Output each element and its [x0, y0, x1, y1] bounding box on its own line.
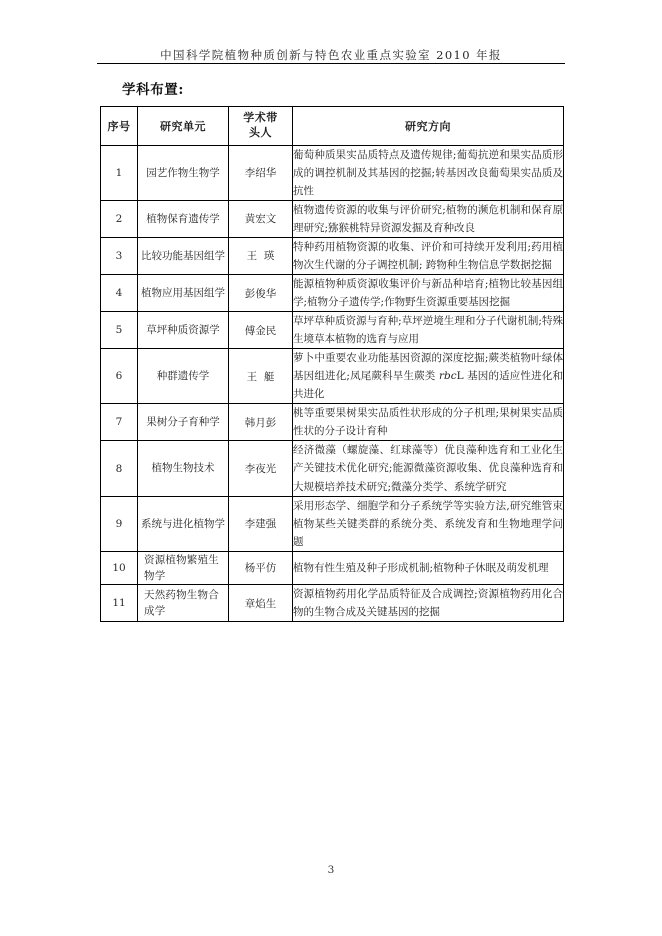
section-heading: 学科布置:: [122, 82, 184, 98]
gene-name-italic: rbc: [439, 370, 457, 383]
column-header-no: 序号: [101, 107, 138, 146]
column-header-leader-line2: 头人: [249, 125, 272, 139]
cell-serial-number: 10: [101, 551, 138, 585]
table-body: [101, 145, 564, 622]
cell-research-unit: 园艺作物生物学: [138, 145, 229, 200]
cell-research-direction: 特种药用植物资源的收集、评价和可持续开发利用;药用植物次生代谢的分子调控机制; 跨物种生物信息学数据挖掘: [293, 237, 564, 274]
cell-research-direction: 植物有性生殖及种子形成机制;植物种子休眠及萌发机理: [293, 551, 564, 585]
cell-serial-number: 7: [101, 404, 138, 441]
cell-academic-leader: 杨平仿: [229, 551, 293, 585]
cell-research-direction: 经济微藻（螺旋藻、红球藻等）优良藻种选育和工业化生产关键技术优化研究;能源微藻资源收集、优良藻种选育和大规模培养技术研究;微藻分类学、系统学研究: [293, 441, 564, 496]
cell-research-unit: 资源植物繁殖生物学: [138, 551, 229, 585]
cell-research-unit: 天然药物生物合成学: [138, 585, 229, 622]
cell-research-direction: 资源植物药用化学品质特征及合成调控;资源植物药用化合物的生物合成及关键基因的挖掘: [293, 585, 564, 622]
cell-research-unit: 系统与进化植物学: [138, 496, 229, 551]
cell-academic-leader: 彭俊华: [229, 275, 293, 312]
cell-research-direction: 萝卜中重要农业功能基因资源的深度挖掘;蕨类植物叶绿体基因组进化;凤尾蕨科旱生蕨类 rbcL 基因的适应性进化和共进化: [293, 349, 564, 404]
cell-research-direction: 植物遗传资源的收集与评价研究;植物的濒危机制和保育原理研究;猕猴桃特异资源发掘及育种改良: [293, 200, 564, 237]
cell-research-direction: 草坪草种质资源与育种;草坪逆境生理和分子代谢机制;特殊生境草本植物的选育与应用: [293, 312, 564, 349]
column-header-unit: 研究单元: [138, 107, 229, 146]
cell-serial-number: 1: [101, 145, 138, 200]
cell-research-unit: 植物应用基因组学: [138, 275, 229, 312]
cell-research-unit: 种群遗传学: [138, 349, 229, 404]
table-header-row: [101, 107, 564, 146]
table-row: [101, 349, 564, 404]
table-row: [101, 551, 564, 585]
cell-serial-number: 6: [101, 349, 138, 404]
cell-research-unit: 比较功能基因组学: [138, 237, 229, 274]
running-header: [97, 44, 565, 63]
table-row: [101, 441, 564, 496]
cell-research-unit: 果树分子育种学: [138, 404, 229, 441]
cell-academic-leader: 王 瑛: [229, 237, 293, 274]
table-row: [101, 496, 564, 551]
cell-academic-leader: 韩月彭: [229, 404, 293, 441]
cell-serial-number: 9: [101, 496, 138, 551]
cell-academic-leader: 傅金民: [229, 312, 293, 349]
cell-serial-number: 4: [101, 275, 138, 312]
cell-serial-number: 5: [101, 312, 138, 349]
cell-research-direction: 桃等重要果树果实品质性状形成的分子机理;果树果实品质性状的分子设计育种: [293, 404, 564, 441]
table-row: [101, 237, 564, 274]
column-header-direction: 研究方向: [293, 107, 564, 146]
cell-serial-number: 8: [101, 441, 138, 496]
cell-academic-leader: 李绍华: [229, 145, 293, 200]
table-row: [101, 404, 564, 441]
table-row: [101, 312, 564, 349]
cell-research-direction: 采用形态学、细胞学和分子系统学等实验方法,研究维管束植物某些关键类群的系统分类、系统发育和生物地理学问题: [293, 496, 564, 551]
column-header-leader: [229, 107, 293, 146]
table-row: [101, 200, 564, 237]
cell-academic-leader: 黄宏文: [229, 200, 293, 237]
table-row: [101, 275, 564, 312]
cell-research-direction: 葡萄种质果实品质特点及遗传规律;葡萄抗逆和果实品质形成的调控机制及其基因的挖掘;转基因改良葡萄果实品质及抗性: [293, 145, 564, 200]
page-number: 3: [327, 864, 335, 876]
header-rule-line: [97, 63, 565, 64]
cell-academic-leader: 章焰生: [229, 585, 293, 622]
table-row: [101, 585, 564, 622]
disciplines-table: [100, 106, 564, 622]
cell-serial-number: 3: [101, 237, 138, 274]
cell-academic-leader: 王 艇: [229, 349, 293, 404]
table-row: [101, 145, 564, 200]
running-header-text: 中国科学院植物种质创新与特色农业重点实验室 2010 年报: [160, 48, 502, 62]
cell-research-unit: 植物生物技术: [138, 441, 229, 496]
cell-academic-leader: 李夜光: [229, 441, 293, 496]
cell-academic-leader: 李建强: [229, 496, 293, 551]
cell-serial-number: 11: [101, 585, 138, 622]
cell-research-direction: 能源植物种质资源收集评价与新品种培育;植物比较基因组学;植物分子遗传学;作物野生资源重要基因挖掘: [293, 275, 564, 312]
cell-serial-number: 2: [101, 200, 138, 237]
cell-research-unit: 草坪种质资源学: [138, 312, 229, 349]
column-header-leader-line1: 学术带: [243, 111, 278, 124]
cell-research-unit: 植物保育遗传学: [138, 200, 229, 237]
